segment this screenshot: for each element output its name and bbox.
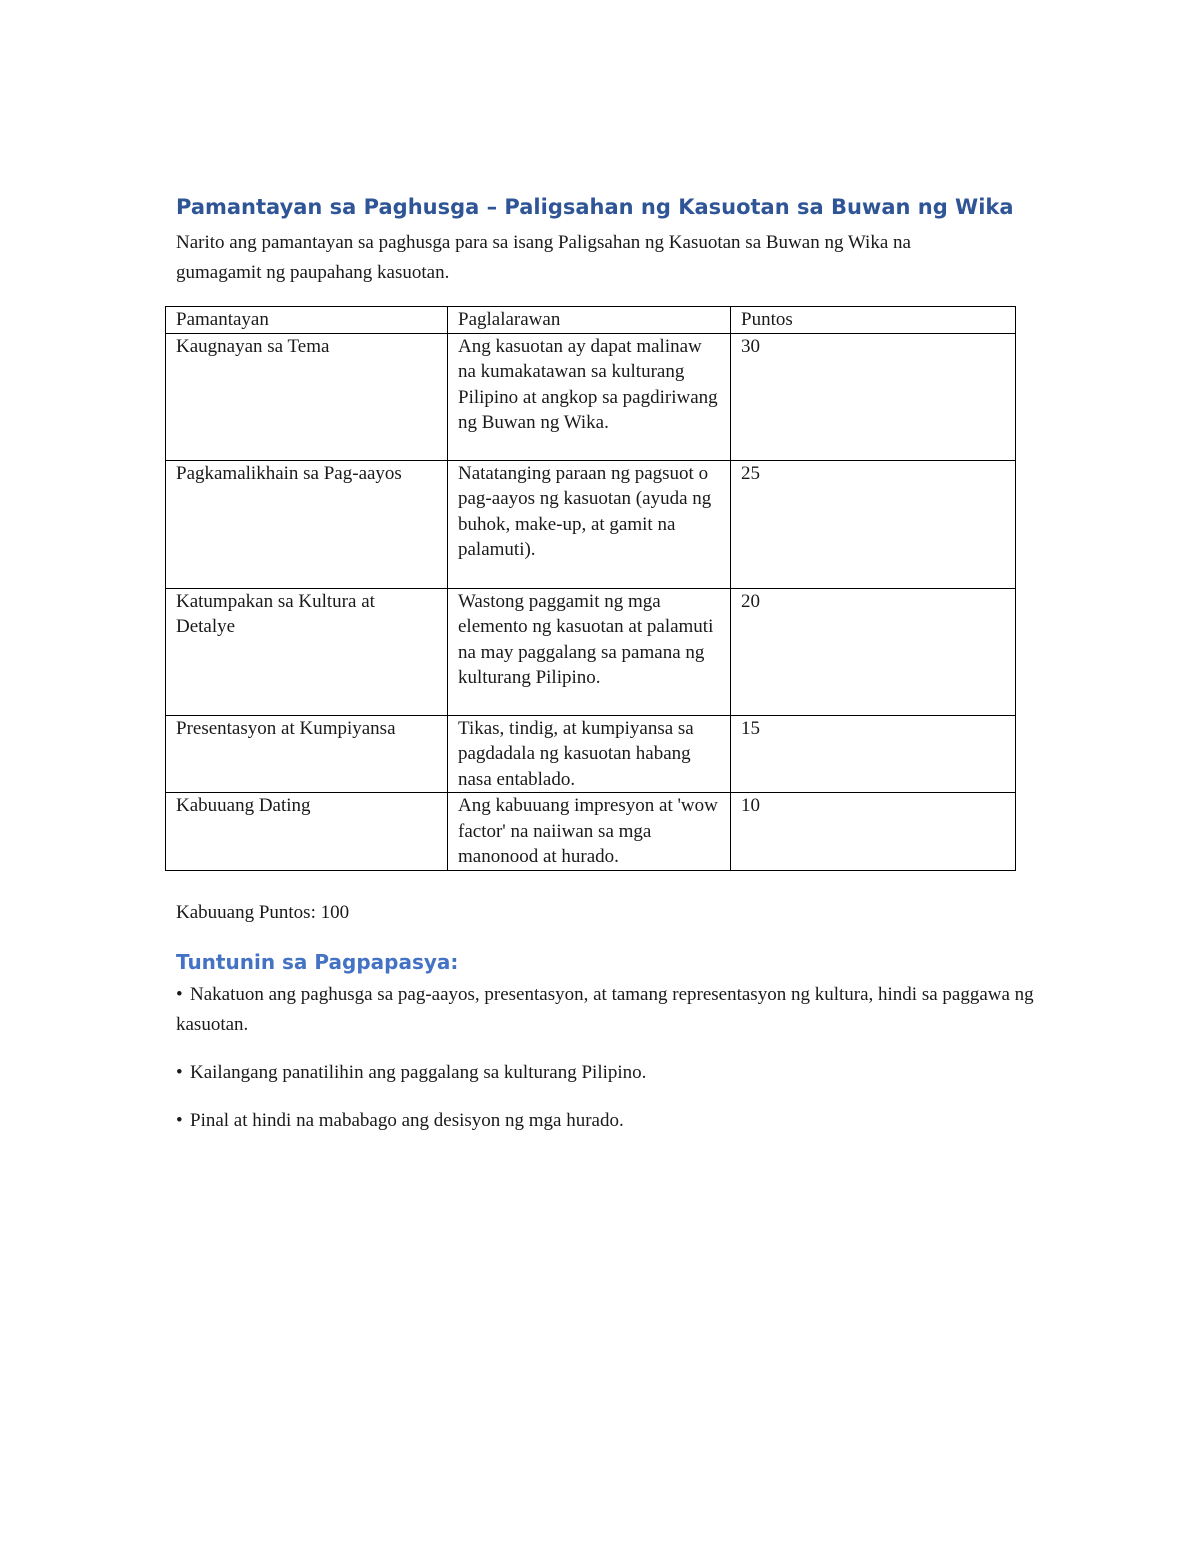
criterion-cell: Katumpakan sa Kultura at Detalye xyxy=(166,588,448,715)
points-cell: 25 xyxy=(731,460,1016,588)
points-cell: 10 xyxy=(731,793,1016,871)
points-cell: 20 xyxy=(731,588,1016,715)
description-cell: Tikas, tindig, at kumpiyansa sa pagdadala ng kasuotan habang nasa entablado. xyxy=(448,715,731,793)
points-cell: 15 xyxy=(731,715,1016,793)
rule-text: Pinal at hindi na mababago ang desisyon ng mga hurado. xyxy=(190,1110,624,1131)
table-row xyxy=(166,333,1016,460)
rule-text: Kailangang panatilihin ang paggalang sa kulturang Pilipino. xyxy=(190,1062,647,1083)
description-cell: Natatanging paraan ng pagsuot o pag-aayos ng kasuotan (ayuda ng buhok, make-up, at gamit na palamuti). xyxy=(448,460,731,588)
criterion-cell: Presentasyon at Kumpiyansa xyxy=(166,715,448,793)
description-cell: Ang kabuuang impresyon at 'wow factor' na naiiwan sa mga manonood at hurado. xyxy=(448,793,731,871)
table-header-row xyxy=(166,307,1016,334)
rules-list xyxy=(176,980,1036,1154)
bullet-icon: • xyxy=(176,984,183,1005)
rule-text: Nakatuon ang paghusga sa pag-aayos, presentasyon, at tamang representasyon ng kultura, hindi sa paggawa ng kasuotan. xyxy=(176,984,1034,1035)
total-points: Kabuuang Puntos: 100 xyxy=(176,902,350,923)
document-page xyxy=(176,190,1034,1131)
rules-heading: Tuntunin sa Pagpapasya: xyxy=(176,950,459,974)
points-cell: 30 xyxy=(731,333,1016,460)
list-item xyxy=(176,1106,1036,1136)
description-cell: Ang kasuotan ay dapat malinaw na kumakatawan sa kulturang Pilipino at angkop sa pagdiriwang ng Buwan ng Wika. xyxy=(448,333,731,460)
rubric-table xyxy=(165,306,1016,871)
header-criterion: Pamantayan xyxy=(166,307,448,334)
document-title: Pamantayan sa Paghusga – Paligsahan ng Kasuotan sa Buwan ng Wika xyxy=(176,195,1014,219)
list-item xyxy=(176,1058,1036,1088)
header-description: Paglalarawan xyxy=(448,307,731,334)
bullet-icon: • xyxy=(176,1062,183,1083)
criterion-cell: Pagkamalikhain sa Pag-aayos xyxy=(166,460,448,588)
bullet-icon: • xyxy=(176,1110,183,1131)
description-cell: Wastong paggamit ng mga elemento ng kasuotan at palamuti na may paggalang sa pamana ng kulturang Pilipino. xyxy=(448,588,731,715)
table-row xyxy=(166,460,1016,588)
criterion-cell: Kaugnayan sa Tema xyxy=(166,333,448,460)
header-points: Puntos xyxy=(731,307,1016,334)
table-row xyxy=(166,588,1016,715)
criterion-cell: Kabuuang Dating xyxy=(166,793,448,871)
table-row xyxy=(166,715,1016,793)
intro-paragraph: Narito ang pamantayan sa paghusga para sa isang Paligsahan ng Kasuotan sa Buwan ng Wika na gumagamit ng paupahang kasuotan. xyxy=(176,232,911,283)
table-row xyxy=(166,793,1016,871)
list-item xyxy=(176,980,1036,1040)
